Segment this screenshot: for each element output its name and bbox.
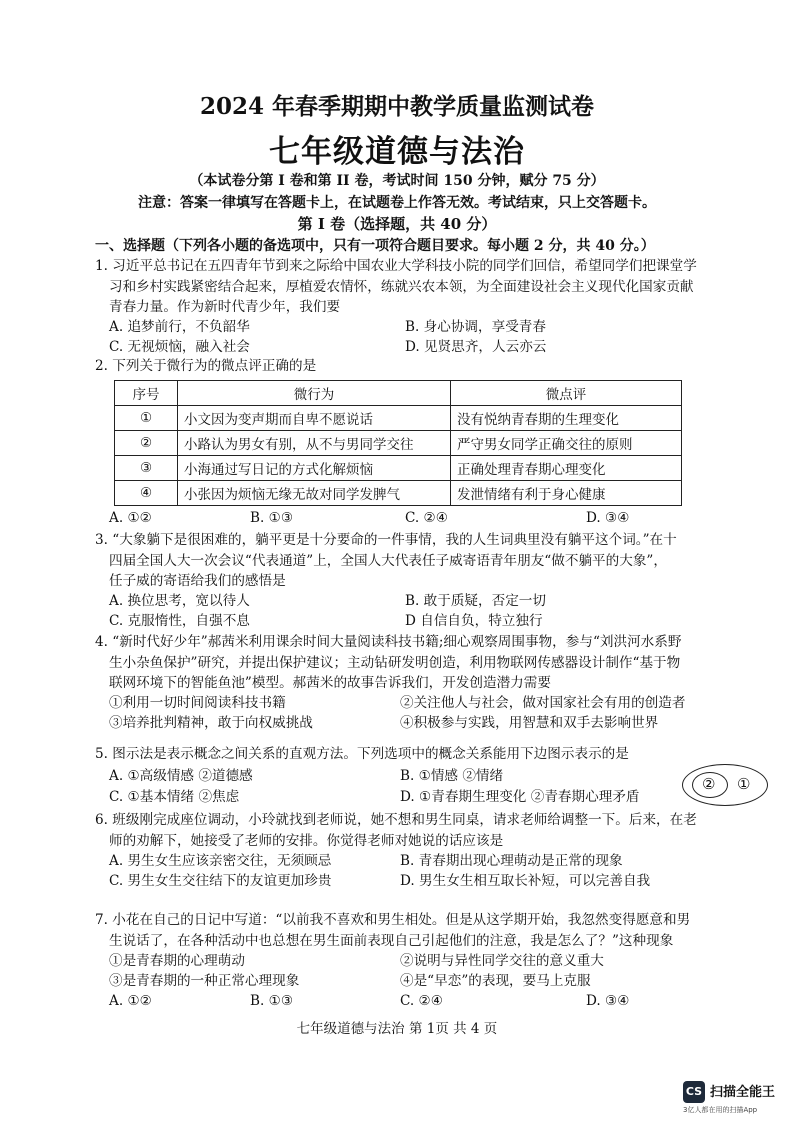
q1-option-d: D. 见贤思齐，人云亦云: [405, 339, 547, 355]
notice: 注意：答案一律填写在答题卡上，在试题卷上作答无效。考试结束，只上交答题卡。: [138, 195, 656, 211]
table-cell: ③: [115, 456, 178, 481]
scanner-app-name: 扫描全能王: [710, 1085, 776, 1100]
paper-note: （本试卷分第 I 卷和第 II 卷，考试时间 150 分钟，赋分 75 分）: [189, 173, 605, 189]
table-cell: 没有悦纳青春期的生理变化: [451, 406, 682, 431]
q1-line: 1. 习近平总书记在五四青年节到来之际给中国农业大学科技小院的同学们回信，希望同学们把课堂学: [95, 258, 697, 274]
q3-option-d: D 自信自负，特立独行: [405, 613, 543, 629]
q7-statement: ③是青春期的一种正常心理现象: [109, 973, 300, 989]
q4-statement: ①利用一切时间阅读科技书籍: [109, 695, 286, 711]
q4-statement: ④积极参与实践，用智慧和双手去影响世界: [400, 715, 659, 731]
q5-stem: 5. 图示法是表示概念之间关系的直观方法。下列选项中的概念关系能用下边图示表示的是: [95, 746, 629, 762]
q7-line: 7. 小花在自己的日记中写道：“以前我不喜欢和男生相处。但是从这学期开始，我忽然变得愿意和男: [95, 912, 691, 928]
q2-table: [114, 380, 682, 506]
q3-option-a: A. 换位思考，宽以待人: [109, 593, 250, 609]
camscanner-logo-icon: CS: [683, 1081, 705, 1103]
q5-option-c: C. ①基本情绪 ②焦虑: [109, 789, 240, 805]
q1-line: 习和乡村实践紧密结合起来，厚植爱农情怀，练就兴农本领，为全面建设社会主义现代化国家贡献: [109, 279, 694, 295]
q1-option-c: C. 无视烦恼，融入社会: [109, 339, 250, 355]
q4-line: 生小杂鱼保护”研究，并提出保护建议；主动钻研发明创造，利用物联网传感器设计制作“基于物: [109, 655, 681, 671]
table-cell: ②: [115, 431, 178, 456]
q6-option-c: C. 男生女生交往结下的友谊更加珍贵: [109, 873, 332, 889]
q7-option-c: C. ②④: [400, 993, 443, 1009]
q6-line: 6. 班级刚完成座位调动，小玲就找到老师说，她不想和男生同桌，请求老师给调整一下。后来，在老: [95, 812, 697, 828]
subject-title: 七年级道德与法治: [269, 134, 525, 170]
q5-option-a: A. ①高级情感 ②道德感: [109, 768, 253, 784]
q2-option-d: D. ③④: [586, 510, 630, 526]
q2-option-a: A. ①②: [109, 510, 152, 526]
q3-line: 任子威的寄语给我们的感悟是: [109, 573, 286, 589]
table-cell: ①: [115, 406, 178, 431]
q2-option-c: C. ②④: [405, 510, 448, 526]
q2-option-b: B. ①③: [250, 510, 294, 526]
table-row: [115, 431, 682, 456]
q5-option-d: D. ①青春期生理变化 ②青春期心理矛盾: [400, 789, 640, 805]
q2-stem: 2. 下列关于微行为的微点评正确的是: [95, 358, 317, 374]
q4-statement: ②关注他人与社会，做对国家社会有用的创造者: [400, 695, 686, 711]
q7-statement: ②说明与异性同学交往的意义重大: [400, 953, 604, 969]
q7-line: 生说话了，在各种活动中也总想在男生面前表现自己引起他们的注意，我是怎么了？”这种现象: [109, 933, 674, 949]
table-row: [115, 481, 682, 506]
part-title: 第 I 卷（选择题，共 40 分）: [297, 215, 497, 233]
scanner-tagline: 3亿人都在用的扫描App: [683, 1106, 758, 1114]
table-cell: 小海通过写日记的方式化解烦恼: [178, 456, 451, 481]
q7-option-b: B. ①③: [250, 993, 294, 1009]
table-cell: 小文因为变声期而自卑不愿说话: [178, 406, 451, 431]
table-header-row: [115, 381, 682, 406]
q4-line: 4. “新时代好少年”郝茜米利用课余时间大量阅读科技书籍;细心观察周围事物，参与“刘洪河水系野: [95, 634, 682, 650]
table-cell: 正确处理青春期心理变化: [451, 456, 682, 481]
q7-option-a: A. ①②: [109, 993, 152, 1009]
venn-inner-label: ②: [702, 775, 716, 793]
q1-option-b: B. 身心协调，享受青春: [405, 319, 546, 335]
table-header-cell: 微行为: [178, 381, 451, 406]
q7-statement: ①是青春期的心理萌动: [109, 953, 245, 969]
table-cell: 小张因为烦恼无缘无故对同学发脾气: [178, 481, 451, 506]
table-row: [115, 456, 682, 481]
section-heading: 一、选择题（下列各小题的备选项中，只有一项符合题目要求。每小题 2 分，共 40 分。）: [95, 238, 655, 254]
page-footer: 七年级道德与法治 第 1页 共 4 页: [296, 1021, 498, 1037]
q3-line: 3. “大象躺下是很困难的，躺平更是十分要命的一件事情，我的人生词典里没有躺平这个词。”在十: [95, 532, 677, 548]
table-cell: 发泄情绪有利于身心健康: [451, 481, 682, 506]
table-header-cell: 序号: [115, 381, 178, 406]
table-cell: 小路认为男女有别，从不与男同学交往: [178, 431, 451, 456]
q6-option-b: B. 青春期出现心理萌动是正常的现象: [400, 853, 623, 869]
exam-title: 2024 年春季期期中教学质量监测试卷: [199, 93, 595, 120]
q1-option-a: A. 追梦前行，不负韶华: [109, 319, 250, 335]
venn-outer-label: ①: [737, 775, 751, 793]
q3-line: 四届全国人大一次会议“代表通道”上，全国人大代表任子威寄语青年朋友“做不躺平的大象”，: [109, 553, 667, 569]
table-header-cell: 微点评: [451, 381, 682, 406]
q4-line: 联网环境下的智能鱼池”模型。郝茜米的故事告诉我们，开发创造潜力需要: [109, 675, 551, 691]
q7-option-d: D. ③④: [586, 993, 630, 1009]
table-cell: ④: [115, 481, 178, 506]
q6-option-d: D. 男生女生相互取长补短，可以完善自我: [400, 873, 651, 889]
q6-line: 师的劝解下，她接受了老师的安排。你觉得老师对她说的话应该是: [109, 833, 504, 849]
q3-option-b: B. 敢于质疑，否定一切: [405, 593, 546, 609]
q7-statement: ④是“早恋”的表现，要马上克服: [400, 973, 591, 989]
q3-option-c: C. 克服惰性，自强不息: [109, 613, 250, 629]
q1-line: 青春力量。作为新时代青少年，我们要: [109, 299, 341, 315]
table-row: [115, 406, 682, 431]
q5-option-b: B. ①情感 ②情绪: [400, 768, 504, 784]
q4-statement: ③培养批判精神，敢于向权威挑战: [109, 715, 313, 731]
q6-option-a: A. 男生女生应该亲密交往，无须顾忌: [109, 853, 332, 869]
table-cell: 严守男女同学正确交往的原则: [451, 431, 682, 456]
